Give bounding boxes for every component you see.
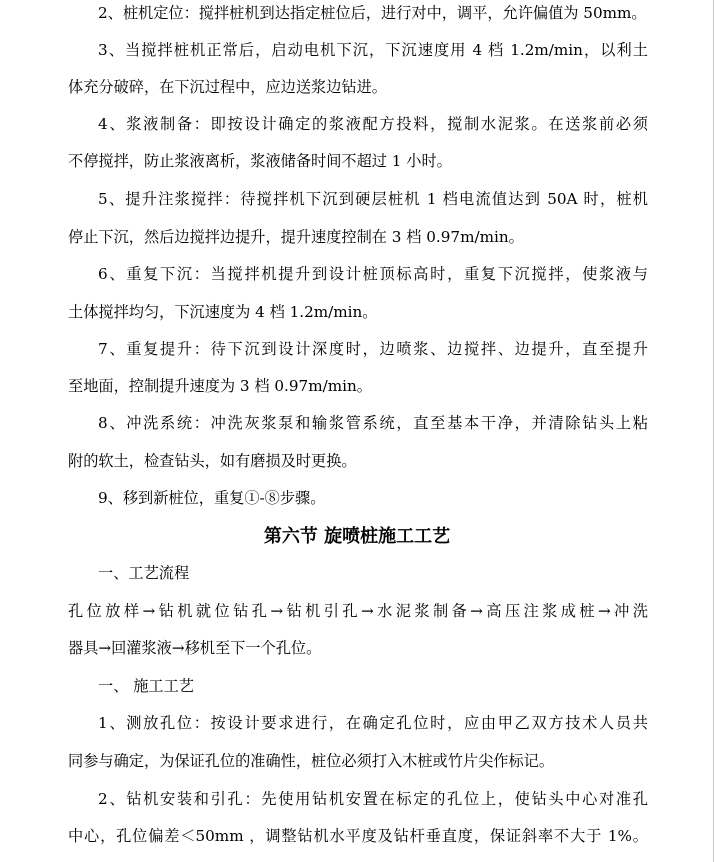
paragraph-line: 不停搅拌，防止浆液离析，浆液储备时间不超过 1 小时。 <box>68 152 452 170</box>
paragraph-line: 器具→回灌浆液→移机至下一个孔位。 <box>68 639 322 657</box>
paragraph-line: 停止下沉，然后边搅拌边提升，提升速度控制在 3 档 0.97m/min。 <box>68 228 524 246</box>
paragraph-line: 6、重复下沉：当搅拌机提升到设计桩顶标高时，重复下沉搅拌，使浆液与 <box>98 265 648 283</box>
paragraph-line: 至地面，控制提升速度为 3 档 0.97m/min。 <box>68 377 372 395</box>
paragraph-line: 孔位放样→钻机就位钻孔→钻机引孔→水泥浆制备→高压注浆成桩→冲洗 <box>68 602 648 620</box>
paragraph-line: 9、移到新桩位，重复①-⑧步骤。 <box>98 489 326 507</box>
paragraph-line: 2、钻机安装和引孔：先使用钻机安置在标定的孔位上，使钻头中心对准孔 <box>98 790 648 808</box>
paragraph-line: 同参与确定，为保证孔位的准确性，桩位必须打入木桩或竹片尖作标记。 <box>68 752 554 770</box>
paragraph-line: 土体搅拌均匀，下沉速度为 4 档 1.2m/min。 <box>68 303 378 321</box>
paragraph-line: 体充分破碎，在下沉过程中，应边送浆边钻进。 <box>68 78 387 96</box>
paragraph-line: 8、冲洗系统：冲洗灰浆泵和输浆管系统，直至基本干净，并清除钻头上粘 <box>98 414 648 432</box>
paragraph-line: 3、当搅拌桩机正常后，启动电机下沉，下沉速度用 4 档 1.2m/min，以利土 <box>98 41 648 59</box>
subheading-process-flow: 一、工艺流程 <box>98 564 190 582</box>
paragraph-line: 4、浆液制备：即按设计确定的浆液配方投料，搅制水泥浆。在送浆前必须 <box>98 115 648 133</box>
paragraph-line: 2、桩机定位：搅拌桩机到达指定桩位后，进行对中，调平，允许偏值为 50mm。 <box>98 4 647 22</box>
section-heading: 第六节 旋喷桩施工工艺 <box>263 526 451 547</box>
subheading-construction-process: 一、 施工工艺 <box>98 677 194 695</box>
paragraph-line: 7、重复提升：待下沉到设计深度时，边喷浆、边搅拌、边提升，直至提升 <box>98 340 648 358</box>
paragraph-line: 1、测放孔位：按设计要求进行，在确定孔位时，应由甲乙双方技术人员共 <box>98 714 648 732</box>
paragraph-line: 中心，孔位偏差＜50mm ，调整钻机水平度及钻杆垂直度，保证斜率不大于 1%。 <box>68 827 648 845</box>
paragraph-line: 附的软土，检查钻头，如有磨损及时更换。 <box>68 452 357 470</box>
paragraph-line: 5、提升注浆搅拌：待搅拌机下沉到硬层桩机 1 档电流值达到 50A 时，桩机 <box>98 190 648 208</box>
